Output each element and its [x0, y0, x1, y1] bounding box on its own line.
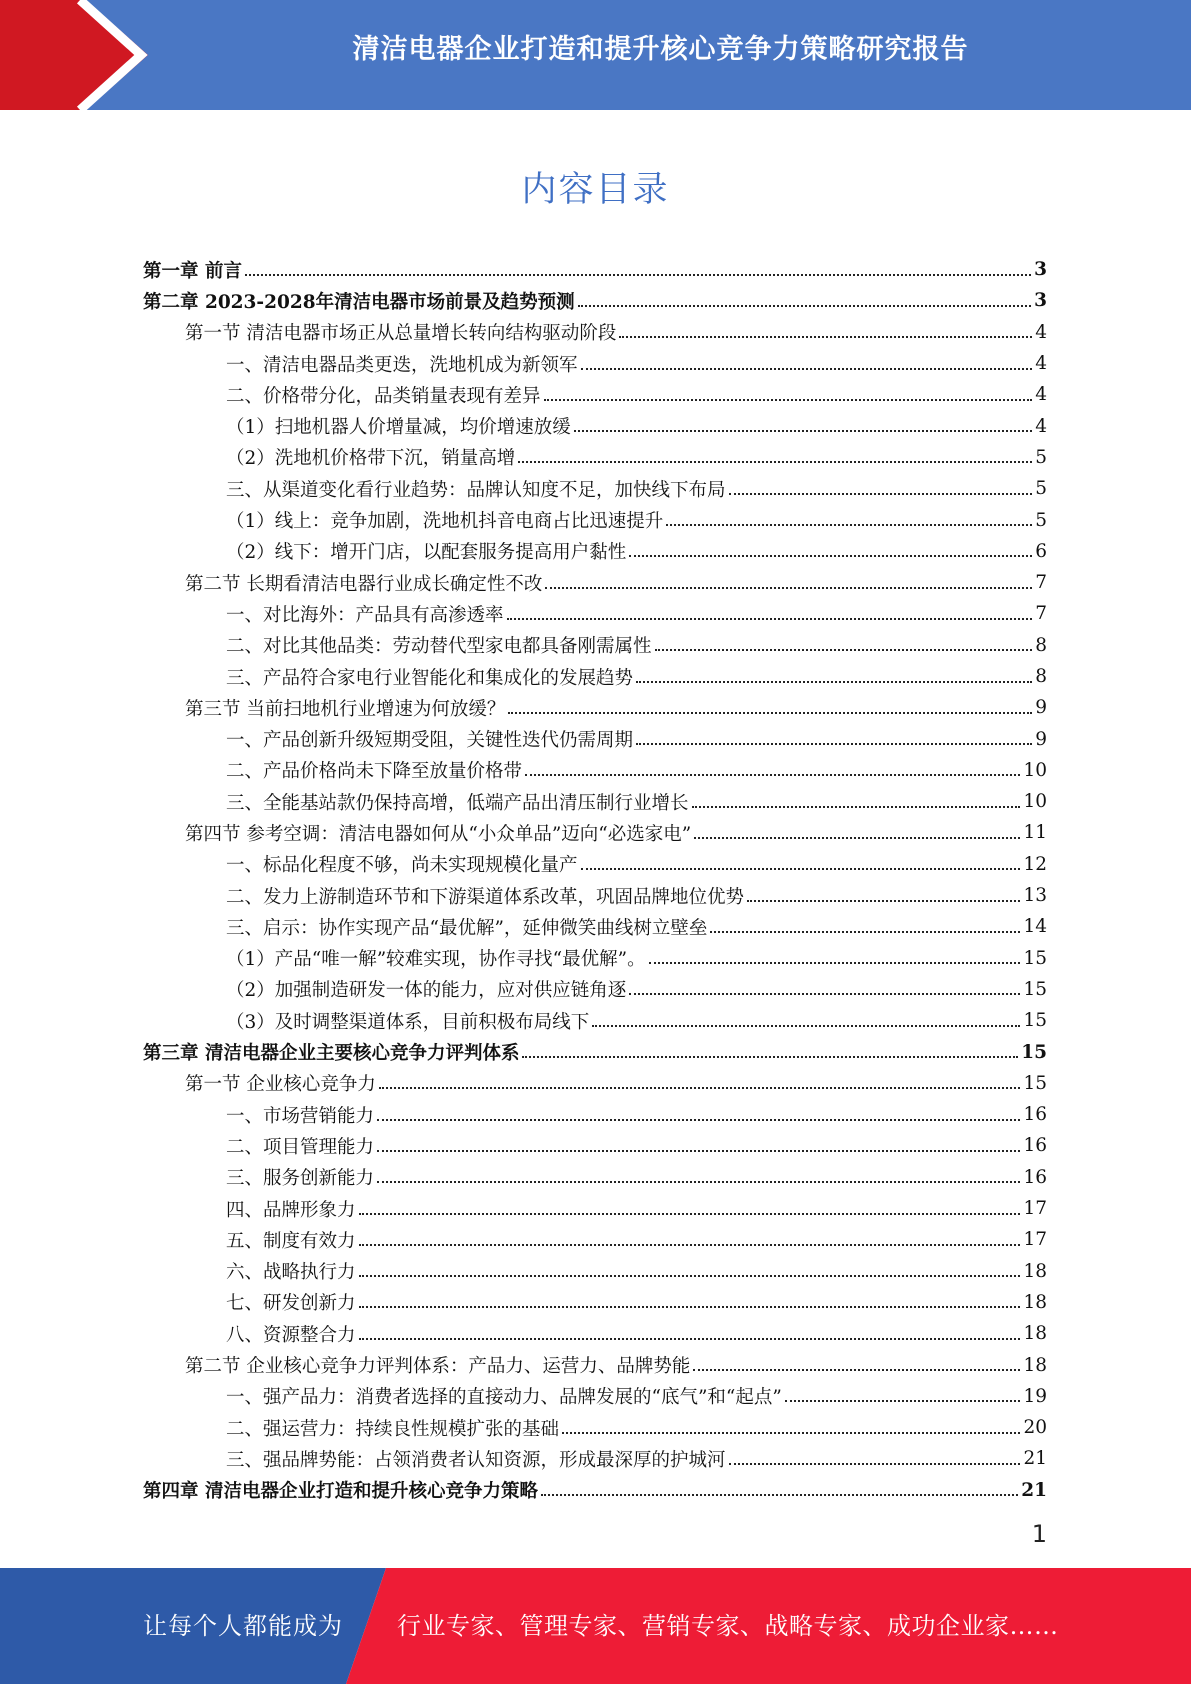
toc-entry-page: 13	[1023, 885, 1047, 907]
toc-dot-leader	[525, 774, 1020, 776]
toc-entry-page: 8	[1035, 666, 1047, 687]
toc-entry-title: 二、对比其他品类：劳动替代型家电都具备刚需属性	[226, 636, 652, 658]
toc-entry[interactable]	[143, 1318, 1047, 1349]
toc-entry-page: 5	[1035, 509, 1047, 531]
toc-entry-page: 18	[1023, 1354, 1047, 1376]
toc-dot-leader	[545, 587, 1032, 589]
toc-dot-leader	[729, 493, 1033, 495]
toc-entry-title: 六、战略执行力	[226, 1262, 356, 1284]
toc-entry-title: 第三章 清洁电器企业主要核心竞争力评判体系	[143, 1043, 520, 1065]
toc-dot-leader	[636, 681, 1032, 683]
toc-dot-leader	[666, 524, 1032, 526]
toc-entry-page: 15	[1023, 1072, 1047, 1094]
toc-entry[interactable]	[143, 1068, 1047, 1099]
toc-dot-leader	[377, 1181, 1020, 1183]
toc-dot-leader	[359, 1275, 1021, 1277]
toc-entry-page: 16	[1023, 1135, 1047, 1157]
toc-dot-leader	[694, 837, 1020, 839]
toc-dot-leader	[785, 1400, 1021, 1402]
toc-entry-title: （2）洗地机价格带下沉，销量高增	[226, 448, 516, 470]
toc-entry-title: 第二章 2023-2028年清洁电器市场前景及趋势预测	[143, 291, 575, 313]
toc-entry-title: （2）线下：增开门店，以配套服务提高用户黏性	[226, 542, 627, 564]
toc-entry[interactable]	[143, 849, 1047, 880]
footer-slogan-right: 行业专家、管理专家、营销专家、战略专家、成功企业家……	[397, 1612, 1059, 1640]
toc-entry-page: 10	[1023, 759, 1047, 781]
toc-entry-title: 五、制度有效力	[226, 1230, 356, 1252]
toc-entry-title: 一、市场营销能力	[226, 1105, 375, 1127]
toc-entry-title: 第一节 企业核心竞争力	[185, 1074, 376, 1096]
toc-entry[interactable]	[143, 504, 1047, 535]
toc-entry[interactable]	[143, 567, 1047, 598]
toc-dot-leader	[629, 555, 1032, 557]
toc-entry-title: 二、发力上游制造环节和下游渠道体系改革，巩固品牌地位优势	[226, 886, 745, 908]
toc-entry[interactable]	[143, 817, 1047, 848]
document-title: 清洁电器企业打造和提升核心竞争力策略研究报告	[352, 34, 969, 65]
toc-entry[interactable]	[143, 911, 1047, 942]
toc-dot-leader	[377, 1150, 1020, 1152]
toc-dot-leader	[581, 368, 1033, 370]
toc-dot-leader	[710, 931, 1020, 933]
toc-entry[interactable]	[143, 536, 1047, 567]
toc-entry-page: 15	[1023, 1010, 1047, 1032]
toc-dot-leader	[522, 1056, 1018, 1058]
toc-entry[interactable]	[143, 1005, 1047, 1036]
toc-dot-leader	[245, 274, 1031, 276]
toc-entry[interactable]	[143, 442, 1047, 473]
toc-entry-page: 11	[1023, 822, 1047, 844]
toc-dot-leader	[544, 399, 1033, 401]
toc-entry[interactable]	[143, 1443, 1047, 1474]
toc-entry[interactable]	[143, 692, 1047, 723]
toc-entry-page: 4	[1035, 415, 1047, 437]
toc-entry-title: 第四章 清洁电器企业打造和提升核心竞争力策略	[143, 1481, 538, 1503]
toc-heading: 内容目录	[521, 170, 670, 210]
toc-entry[interactable]	[143, 880, 1047, 911]
toc-dot-leader	[359, 1306, 1021, 1308]
toc-entry-page: 12	[1023, 853, 1047, 875]
toc-entry-page: 15	[1021, 1041, 1047, 1063]
toc-entry-page: 3	[1034, 259, 1047, 281]
toc-entry-title: 三、服务创新能力	[226, 1168, 375, 1190]
toc-dot-leader	[619, 336, 1032, 338]
toc-dot-leader	[574, 430, 1032, 432]
toc-entry[interactable]	[143, 974, 1047, 1005]
toc-dot-leader	[562, 1432, 1020, 1434]
toc-dot-leader	[578, 305, 1032, 307]
toc-entry-page: 14	[1023, 916, 1047, 938]
toc-entry[interactable]	[143, 379, 1047, 410]
toc-entry[interactable]	[143, 1256, 1047, 1287]
toc-entry-title: （1）产品“唯一解”较难实现，协作寻找“最优解”。	[226, 949, 646, 971]
toc-entry[interactable]	[143, 473, 1047, 504]
toc-entry[interactable]	[143, 1224, 1047, 1255]
toc-entry[interactable]	[143, 786, 1047, 817]
toc-entry-page: 17	[1023, 1229, 1047, 1251]
table-of-contents	[143, 254, 1047, 1506]
toc-entry-title: 第三节 当前扫地机行业增速为何放缓？	[185, 698, 506, 720]
toc-entry-title: 第四节 参考空调：清洁电器如何从“小众单品”迈向“必选家电”	[185, 823, 692, 845]
toc-entry-page: 18	[1023, 1323, 1047, 1345]
toc-entry[interactable]	[143, 661, 1047, 692]
toc-entry-page: 7	[1035, 603, 1047, 625]
toc-entry-title: 二、产品价格尚未下降至放量价格带	[226, 761, 523, 783]
toc-entry[interactable]	[143, 598, 1047, 629]
toc-entry-title: （2）加强制造研发一体的能力，应对供应链角逐	[226, 980, 627, 1002]
toc-entry[interactable]	[143, 1475, 1047, 1506]
toc-entry-title: 第一章 前言	[143, 260, 242, 282]
toc-entry-title: 一、对比海外：产品具有高渗透率	[226, 604, 504, 626]
toc-entry-page: 4	[1035, 384, 1047, 406]
toc-entry-title: 二、强运营力：持续良性规模扩张的基础	[226, 1418, 560, 1440]
toc-entry[interactable]	[143, 1381, 1047, 1412]
toc-dot-leader	[692, 806, 1021, 808]
toc-dot-leader	[747, 900, 1020, 902]
toc-entry-title: 第一节 清洁电器市场正从总量增长转向结构驱动阶段	[185, 323, 617, 345]
toc-entry-page: 8	[1035, 634, 1047, 656]
toc-entry[interactable]	[143, 1162, 1047, 1193]
toc-entry[interactable]	[143, 317, 1047, 348]
toc-entry-page: 5	[1035, 478, 1047, 500]
toc-entry[interactable]	[143, 630, 1047, 661]
toc-dot-leader	[377, 1119, 1020, 1121]
toc-entry[interactable]	[143, 1130, 1047, 1161]
toc-entry-page: 18	[1023, 1260, 1047, 1282]
toc-entry-page: 17	[1023, 1198, 1047, 1220]
toc-entry-page: 21	[1023, 1448, 1047, 1470]
toc-dot-leader	[541, 1494, 1018, 1496]
toc-entry[interactable]	[143, 1036, 1047, 1067]
toc-entry-title: 三、从渠道变化看行业趋势：品牌认知度不足，加快线下布局	[226, 479, 726, 501]
toc-dot-leader	[655, 649, 1033, 651]
toc-entry[interactable]	[143, 755, 1047, 786]
toc-entry-title: 第二节 企业核心竞争力评判体系：产品力、运营力、品牌势能	[185, 1356, 691, 1378]
page-header	[0, 0, 1191, 110]
toc-entry[interactable]	[143, 285, 1047, 316]
toc-entry-title: 第二节 长期看清洁电器行业成长确定性不改	[185, 573, 543, 595]
toc-entry[interactable]	[143, 1099, 1047, 1130]
toc-entry-page: 16	[1023, 1104, 1047, 1126]
toc-entry-title: 一、清洁电器品类更迭，洗地机成为新领军	[226, 354, 578, 376]
toc-entry-page: 15	[1023, 978, 1047, 1000]
toc-entry-page: 15	[1023, 947, 1047, 969]
toc-dot-leader	[649, 962, 1021, 964]
toc-entry-page: 9	[1035, 728, 1047, 750]
toc-entry-page: 21	[1021, 1479, 1047, 1501]
toc-dot-leader	[379, 1087, 1021, 1089]
toc-entry-title: 三、全能基站款仍保持高增，低端产品出清压制行业增长	[226, 792, 689, 814]
toc-entry[interactable]	[143, 943, 1047, 974]
toc-entry-title: 二、项目管理能力	[226, 1136, 375, 1158]
toc-entry-page: 4	[1035, 321, 1047, 343]
toc-dot-leader	[592, 1025, 1020, 1027]
toc-dot-leader	[359, 1213, 1021, 1215]
toc-entry-title: （1）线上：竞争加剧，洗地机抖音电商占比迅速提升	[226, 511, 664, 533]
toc-dot-leader	[508, 712, 1032, 714]
toc-entry[interactable]	[143, 1349, 1047, 1380]
toc-entry-page: 6	[1035, 540, 1047, 562]
toc-entry-title: 二、价格带分化，品类销量表现有差异	[226, 385, 541, 407]
toc-entry[interactable]	[143, 1287, 1047, 1318]
toc-entry[interactable]	[143, 410, 1047, 441]
toc-entry-title: 三、产品符合家电行业智能化和集成化的发展趋势	[226, 667, 634, 689]
toc-dot-leader	[629, 993, 1020, 995]
toc-dot-leader	[581, 868, 1021, 870]
footer-slogan-left: 让每个人都能成为	[143, 1612, 343, 1640]
toc-entry-title: 一、产品创新升级短期受阻，关键性迭代仍需周期	[226, 730, 634, 752]
toc-dot-leader	[729, 1463, 1021, 1465]
page-footer	[0, 1568, 1191, 1684]
toc-entry[interactable]	[143, 348, 1047, 379]
toc-entry-title: 三、强品牌势能：占领消费者认知资源，形成最深厚的护城河	[226, 1449, 726, 1471]
toc-entry-page: 10	[1023, 791, 1047, 813]
toc-entry-page: 9	[1035, 697, 1047, 719]
page-number: 1	[1031, 1520, 1047, 1548]
toc-entry-title: 八、资源整合力	[226, 1324, 356, 1346]
toc-entry[interactable]	[143, 1193, 1047, 1224]
toc-entry-page: 4	[1035, 353, 1047, 375]
toc-entry-title: 三、启示：协作实现产品“最优解”，延伸微笑曲线树立壁垒	[226, 917, 708, 939]
toc-entry-page: 20	[1023, 1417, 1047, 1439]
toc-dot-leader	[518, 461, 1032, 463]
toc-entry-page: 16	[1023, 1166, 1047, 1188]
toc-entry[interactable]	[143, 254, 1047, 285]
toc-dot-leader	[359, 1244, 1021, 1246]
toc-entry-title: 一、标品化程度不够，尚未实现规模化量产	[226, 855, 578, 877]
toc-dot-leader	[693, 1369, 1020, 1371]
toc-entry-title: 七、研发创新力	[226, 1293, 356, 1315]
toc-dot-leader	[507, 618, 1033, 620]
toc-entry-title: 四、品牌形象力	[226, 1199, 356, 1221]
toc-entry-title: 一、强产品力：消费者选择的直接动力、品牌发展的“底气”和“起点”	[226, 1387, 782, 1409]
toc-entry-page: 19	[1023, 1385, 1047, 1407]
toc-entry-title: （1）扫地机器人价增量减，均价增速放缓	[226, 417, 571, 439]
toc-entry-page: 3	[1034, 290, 1047, 312]
toc-dot-leader	[359, 1338, 1021, 1340]
toc-entry-page: 5	[1035, 446, 1047, 468]
toc-entry[interactable]	[143, 1412, 1047, 1443]
toc-dot-leader	[636, 743, 1032, 745]
toc-entry[interactable]	[143, 723, 1047, 754]
toc-entry-page: 7	[1035, 572, 1047, 594]
toc-entry-title: （3）及时调整渠道体系，目前积极布局线下	[226, 1011, 590, 1033]
toc-entry-page: 18	[1023, 1291, 1047, 1313]
